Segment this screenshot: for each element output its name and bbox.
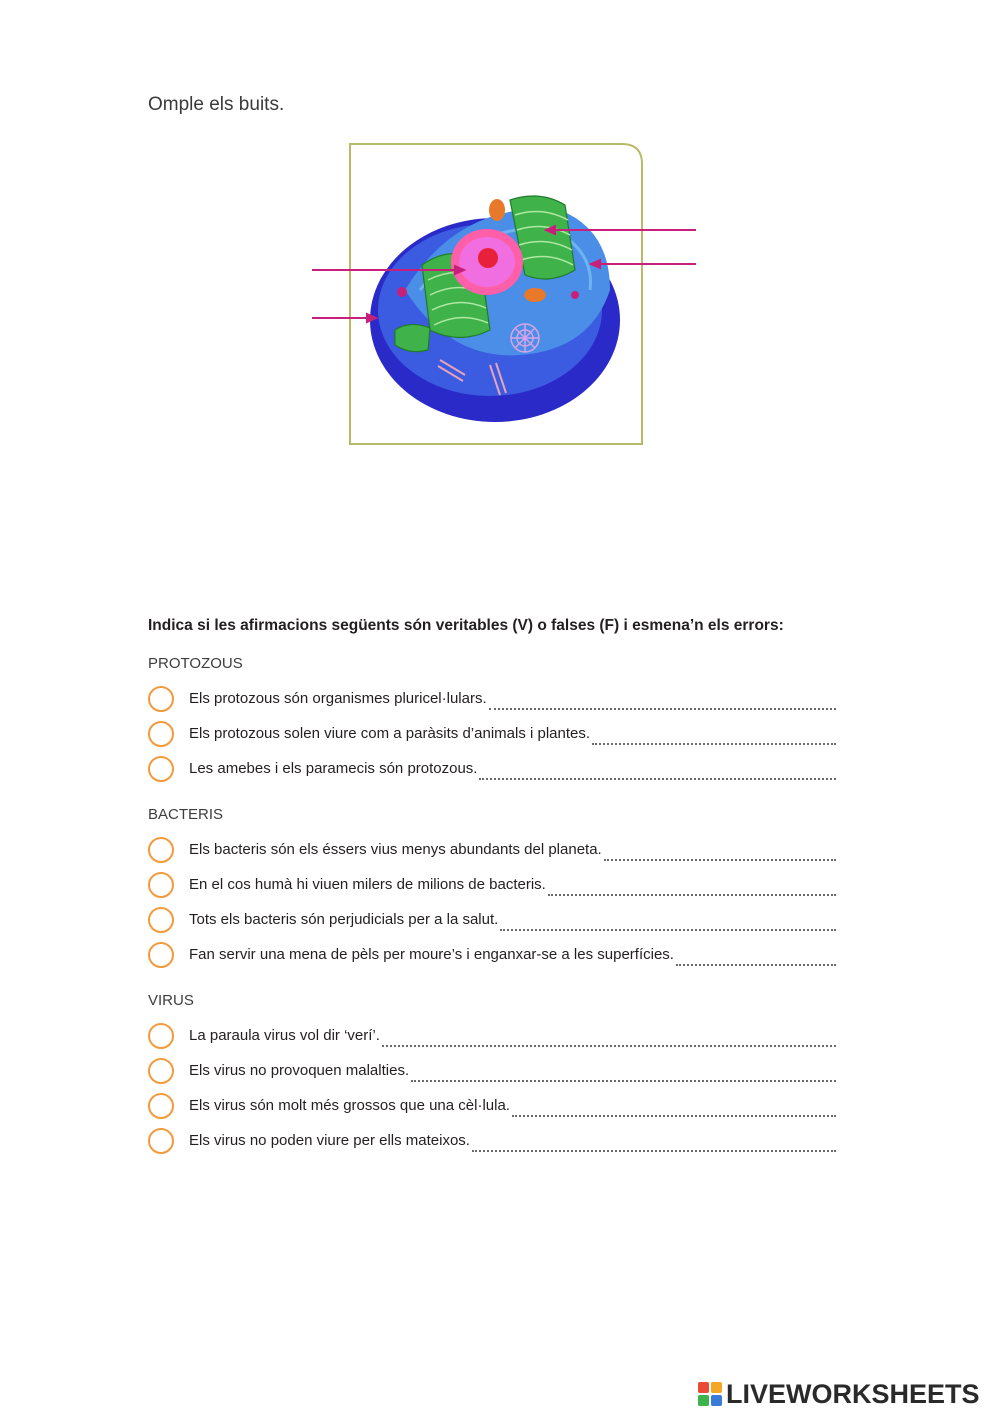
correction-line[interactable] [411, 1066, 836, 1082]
statement-text: Els virus no poden viure per ells mateixos. [189, 1132, 470, 1149]
statement-row [148, 902, 848, 937]
statement-text: Les amebes i els paramecis són protozous. [189, 760, 478, 777]
cell-illustration [310, 140, 710, 450]
correction-line[interactable] [676, 950, 836, 966]
vf-answer-circle[interactable] [148, 1023, 174, 1049]
centrosome [511, 324, 539, 352]
statement-text: Els virus són molt més grossos que una cèl·lula. [189, 1097, 510, 1114]
vf-answer-circle[interactable] [148, 942, 174, 968]
exercise-title: Indica si les afirmacions següents són veritables (V) o falses (F) i esmena’n els errors: [148, 617, 784, 634]
statement-row [148, 867, 848, 902]
correction-line[interactable] [592, 729, 836, 745]
vf-answer-circle[interactable] [148, 1093, 174, 1119]
statement-row [148, 1088, 848, 1123]
statement-text: Els protozous són organismes pluricel·lulars. [189, 690, 487, 707]
statement-row [148, 1053, 848, 1088]
statement-row [148, 751, 848, 786]
statement-text: Els virus no provoquen malalties. [189, 1062, 410, 1079]
cell-label-input-2[interactable] [700, 250, 984, 278]
correction-line[interactable] [382, 1031, 836, 1047]
statement-text: En el cos humà hi viuen milers de milions de bacteris. [189, 876, 546, 893]
statement-row [148, 937, 848, 972]
brand-name: LIVEWORKSHEETS [726, 1378, 980, 1409]
section-title: BACTERIS [148, 806, 224, 823]
statement-row [148, 1123, 848, 1158]
vf-answer-circle[interactable] [148, 721, 174, 747]
correction-line[interactable] [604, 845, 836, 861]
statement-text: Tots els bacteris són perjudicials per a la salut. [189, 911, 499, 928]
section-virus [148, 990, 848, 1158]
statement-row [148, 681, 848, 716]
instruction-heading: Omple els buits. [148, 94, 285, 115]
statement-text: Fan servir una mena de pèls per moure’s i enganxar-se a les superfícies. [189, 946, 674, 963]
statement-row [148, 832, 848, 867]
mitochondrion [489, 199, 505, 221]
correction-line[interactable] [512, 1101, 836, 1117]
correction-line[interactable] [548, 880, 836, 896]
statement-text: La paraula virus vol dir ‘verí’. [189, 1027, 380, 1044]
statement-row [148, 1018, 848, 1053]
correction-line[interactable] [500, 915, 836, 931]
cell-label-input-3[interactable] [20, 256, 309, 284]
statement-text: Els protozous solen viure com a paràsits d’animals i plantes. [189, 725, 591, 742]
brand-logo-icon [698, 1382, 722, 1406]
statement-text: Els bacteris són els éssers vius menys abundants del planeta. [189, 841, 602, 858]
cell-label-input-1[interactable] [700, 216, 984, 244]
vf-answer-circle[interactable] [148, 756, 174, 782]
section-protozous [148, 653, 848, 786]
section-title: PROTOZOUS [148, 655, 243, 672]
correction-line[interactable] [489, 694, 836, 710]
cell-label-input-4[interactable] [20, 304, 309, 332]
section-bacteris [148, 804, 848, 972]
vf-answer-circle[interactable] [148, 1128, 174, 1154]
nucleolus [478, 248, 498, 268]
statement-row [148, 716, 848, 751]
true-false-exercise [148, 617, 848, 1176]
vf-answer-circle[interactable] [148, 872, 174, 898]
correction-line[interactable] [479, 764, 836, 780]
animal-cell-diagram [310, 140, 710, 450]
section-title: VIRUS [148, 992, 194, 1009]
vf-answer-circle[interactable] [148, 1058, 174, 1084]
vf-answer-circle[interactable] [148, 686, 174, 712]
vf-answer-circle[interactable] [148, 907, 174, 933]
liveworksheets-logo [698, 1380, 980, 1408]
correction-line[interactable] [472, 1136, 836, 1152]
vf-answer-circle[interactable] [148, 837, 174, 863]
